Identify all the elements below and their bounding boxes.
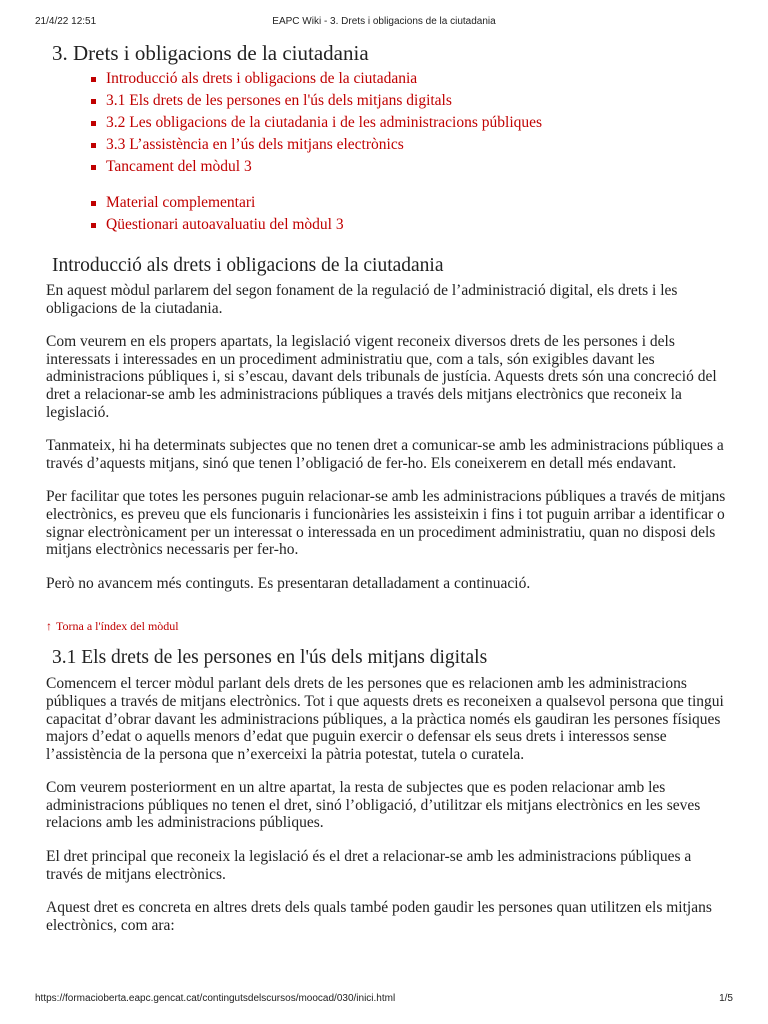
toc-link-3-3[interactable]: 3.3 L’assistència en l’ús dels mitjans electrònics (106, 136, 404, 153)
paragraph: Comencem el tercer mòdul parlant dels drets de les persones que es relacionen amb les administracions públiques a través de mitjans electrònics. Tot i que aquests drets es reconeixen a qualsevol persona que tingui capacitat d’obrar davant les administracions públiques, a la pràctica només els gaudiran les persones físiques majors d’edat o aquells menors d’edat que puguin exercir o defensar els seus drets i interessos sense l’assistència de la persona que n’exerceixi la pàtria potestat, tutela o curatela. (46, 675, 724, 763)
bullet-icon (91, 223, 96, 228)
toc-item-intro (91, 68, 726, 90)
section-heading-intro: Introducció als drets i obligacions de la ciutadania (52, 255, 444, 276)
toc-link-quiz[interactable]: Qüestionari autoavaluatiu del mòdul 3 (106, 216, 344, 233)
toc-item-3-1 (91, 90, 726, 112)
bullet-icon (91, 165, 96, 170)
paragraph: Com veurem en els propers apartats, la legislació vigent reconeix diversos drets de les persones i dels interessats i interessades en un procediment administratiu que, com a tals, són exigibles davant les administracions públiques i, si s’escau, davant dels tribunals de justícia. Aquests drets són una concreció del dret a relacionar-se amb les administracions públiques a través dels mitjans electrònics que reconeix la legislació. (46, 333, 717, 421)
toc-item-quiz (91, 214, 726, 236)
module-index (46, 68, 726, 178)
paragraph: Tanmateix, hi ha determinats subjectes que no tenen dret a comunicar-se amb les administracions públiques a través d’aquests mitjans, sinó que tenen l’obligació de fer-ho. Els coneixerem en detall més endavant. (46, 437, 724, 472)
paragraph: En aquest mòdul parlarem del segon fonament de la regulació de l’administració digital, els drets i les obligacions de la ciutadania. (46, 282, 678, 317)
page-title: 3. Drets i obligacions de la ciutadania (52, 41, 369, 65)
print-page-title: EAPC Wiki - 3. Drets i obligacions de la ciutadania (272, 16, 496, 27)
paragraph: Com veurem posteriorment en un altre apartat, la resta de subjectes que es poden relacionar amb les administracions públiques no tenen el dret, sinó l’obligació, d’utilitzar els mitjans electrònics en les seves relacions amb les administracions públiques. (46, 779, 701, 832)
section-heading-3-1: 3.1 Els drets de les persones en l'ús dels mitjans digitals (52, 647, 488, 669)
section-body-intro (46, 282, 726, 592)
paragraph: El dret principal que reconeix la legislació és el dret a relacionar-se amb les administracions públiques a través de mitjans electrònics. (46, 848, 692, 883)
print-footer (0, 993, 768, 1007)
toc-item-3-3 (91, 134, 726, 156)
bullet-icon (91, 143, 96, 148)
bullet-icon (91, 99, 96, 104)
toc-item-3-2 (91, 112, 726, 134)
wiki-content (46, 40, 726, 934)
section-body-3-1 (46, 675, 726, 934)
paragraph: Però no avancem més continguts. Es presentaran detalladament a continuació. (46, 574, 531, 592)
print-date: 21/4/22 12:51 (35, 16, 97, 27)
back-to-index-label: Torna a l'índex del mòdul (56, 619, 179, 634)
bullet-icon (91, 201, 96, 206)
bullet-icon (91, 77, 96, 82)
toc-link-3-2[interactable]: 3.2 Les obligacions de la ciutadania i de les administracions públiques (106, 114, 543, 131)
toc-link-closing[interactable]: Tancament del mòdul 3 (106, 158, 252, 175)
module-extras (46, 192, 726, 236)
up-arrow-icon: ↑ (46, 619, 52, 634)
paragraph: Per facilitar que totes les persones puguin relacionar-se amb les administracions públiques a través de mitjans electrònics, es preveu que els funcionaris i funcionàries les assisteixin i fins i tot puguin arribar a identificar o signar electrònicament per un interessat o interessada en un procediment administratiu, quan no disposi dels mitjans electrònics necessaris per fer-ho. (46, 488, 726, 559)
toc-item-closing (91, 156, 726, 178)
toc-link-material[interactable]: Material complementari (106, 194, 256, 211)
toc-link-3-1[interactable]: 3.1 Els drets de les persones en l'ús dels mitjans digitals (106, 92, 452, 109)
toc-link-intro[interactable]: Introducció als drets i obligacions de la ciutadania (106, 70, 418, 87)
toc-item-material (91, 192, 726, 214)
print-url: https://formacioberta.eapc.gencat.cat/contingutsdelscursos/moocad/030/inici.html (35, 993, 396, 1004)
paragraph: Aquest dret es concreta en altres drets dels quals també poden gaudir les persones quan utilitzen els mitjans electrònics, com ara: (46, 899, 712, 934)
back-to-index-link[interactable] (46, 619, 726, 633)
bullet-icon (91, 121, 96, 126)
print-header (0, 16, 768, 30)
page-number: 1/5 (719, 993, 733, 1004)
